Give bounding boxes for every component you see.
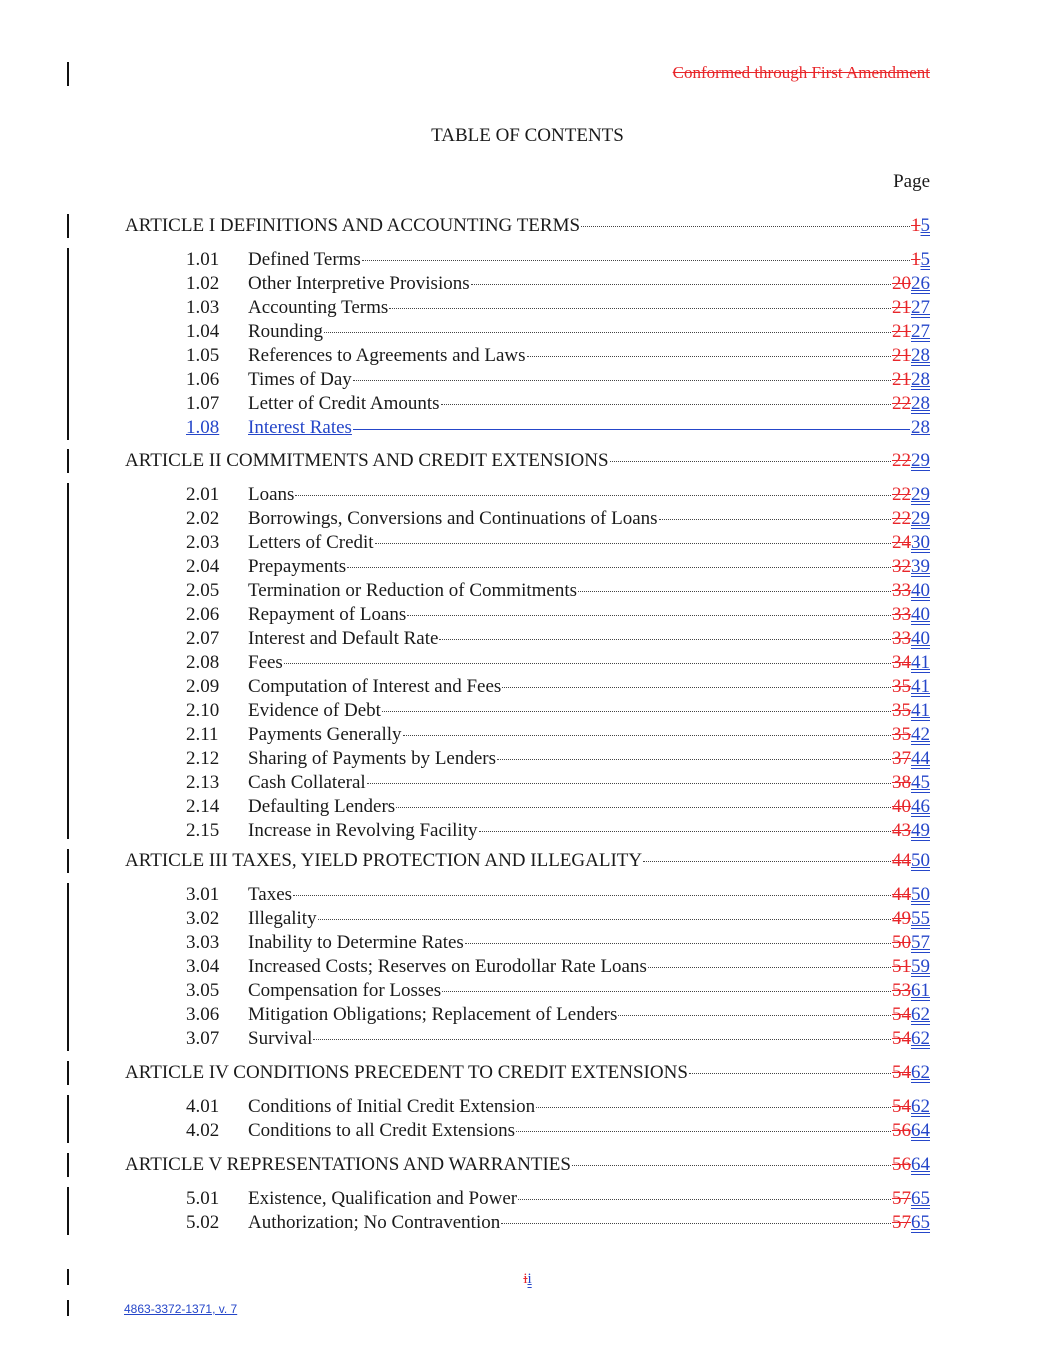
deleted-page-number: 1 — [911, 215, 921, 236]
section-number: 2.09 — [186, 676, 220, 697]
toc-section-entry[interactable] — [125, 507, 930, 531]
section-number: 2.14 — [186, 796, 220, 817]
entry-title: ARTICLE IV CONDITIONS PRECEDENT TO CREDIT EXTENSIONS — [125, 1062, 688, 1083]
page-ref — [892, 1119, 930, 1143]
page-title: TABLE OF CONTENTS — [431, 125, 624, 146]
page-ref — [911, 416, 930, 440]
entry-title: Defined Terms — [248, 249, 361, 270]
change-bar — [67, 849, 69, 873]
page-ref — [892, 1153, 930, 1177]
dot-leader — [516, 1131, 891, 1132]
inserted-page-number: 62 — [911, 1062, 930, 1083]
deleted-page-number: 35 — [892, 724, 911, 745]
toc-section-entry[interactable] — [125, 819, 930, 843]
section-number: 1.06 — [186, 369, 220, 390]
change-bar — [67, 1095, 69, 1143]
toc-section-entry[interactable] — [125, 555, 930, 579]
toc-section-entry[interactable] — [125, 531, 930, 555]
change-bar — [67, 483, 69, 839]
toc-section-entry[interactable] — [125, 675, 930, 699]
inserted-page-number: 44 — [911, 748, 930, 769]
entry-title: Repayment of Loans — [248, 604, 407, 625]
page-ref — [892, 603, 930, 627]
inserted-page-number: 62 — [911, 1028, 930, 1049]
page-ref — [892, 955, 930, 979]
page-ref — [911, 248, 930, 272]
section-number: 3.07 — [186, 1028, 220, 1049]
section-number: 1.05 — [186, 345, 220, 366]
entry-title: References to Agreements and Laws — [248, 345, 526, 366]
dot-leader — [471, 284, 891, 285]
page-ref — [892, 1003, 930, 1027]
page-ref — [892, 368, 930, 392]
entry-title: Cash Collateral — [248, 772, 366, 793]
inserted-page-number: 41 — [911, 700, 930, 721]
toc-section-entry[interactable] — [125, 344, 930, 368]
entry-title: Interest and Default Rate — [248, 628, 439, 649]
deleted-page-number: 53 — [892, 980, 911, 1001]
inserted-page-number: 62 — [911, 1004, 930, 1025]
deleted-page-number: 21 — [892, 369, 911, 390]
change-bar — [67, 248, 69, 440]
dot-leader — [648, 967, 891, 968]
toc-article-entry[interactable] — [125, 214, 930, 238]
section-number: 5.01 — [186, 1188, 220, 1209]
dot-leader — [367, 783, 891, 784]
page-ref — [892, 1095, 930, 1119]
toc-article-entry[interactable] — [125, 1153, 930, 1177]
inserted-page-number: 64 — [911, 1120, 930, 1141]
dot-leader — [527, 356, 891, 357]
entry-title: ARTICLE III TAXES, YIELD PROTECTION AND ILLEGALITY — [125, 850, 643, 871]
deleted-page-number: 1 — [911, 249, 921, 270]
page-ref — [892, 771, 930, 795]
page-ref — [892, 883, 930, 907]
inserted-page-number: 39 — [911, 556, 930, 577]
deleted-page-number: 33 — [892, 580, 911, 601]
entry-title: Termination or Reduction of Commitments — [248, 580, 578, 601]
page-ref — [892, 392, 930, 416]
inserted-page-number: 30 — [911, 532, 930, 553]
section-number: 4.02 — [186, 1120, 220, 1141]
inserted-page-number: 29 — [911, 450, 930, 471]
entry-title: Existence, Qualification and Power — [248, 1188, 518, 1209]
deleted-page-number: 35 — [892, 676, 911, 697]
dot-leader — [313, 1039, 891, 1040]
deleted-page-number: 44 — [892, 884, 911, 905]
inserted-page-number: 61 — [911, 980, 930, 1001]
entry-title: Evidence of Debt — [248, 700, 381, 721]
dot-leader — [465, 943, 891, 944]
dot-leader — [689, 1073, 891, 1074]
entry-title: Inability to Determine Rates — [248, 932, 464, 953]
deleted-page-number: 22 — [892, 393, 911, 414]
page-ref — [892, 1061, 930, 1085]
entry-title: Authorization; No Contravention — [248, 1212, 501, 1233]
section-number: 3.01 — [186, 884, 220, 905]
deleted-page-number: 43 — [892, 820, 911, 841]
section-number: 4.01 — [186, 1096, 220, 1117]
dot-leader — [318, 919, 891, 920]
section-number: 5.02 — [186, 1212, 220, 1233]
dot-leader — [347, 567, 891, 568]
inserted-page-number: 29 — [911, 484, 930, 505]
entry-title: Defaulting Lenders — [248, 796, 396, 817]
toc-article-entry[interactable] — [125, 449, 930, 473]
toc-section-entry[interactable] — [125, 1187, 930, 1211]
toc-section-entry[interactable] — [125, 320, 930, 344]
toc-section-entry[interactable] — [125, 1027, 930, 1051]
section-number: 1.07 — [186, 393, 220, 414]
entry-title: Conditions to all Credit Extensions — [248, 1120, 516, 1141]
inserted-page-number: 41 — [911, 676, 930, 697]
entry-title: Mitigation Obligations; Replacement of Lenders — [248, 1004, 618, 1025]
section-number: 2.08 — [186, 652, 220, 673]
change-bar — [67, 214, 69, 238]
section-number: 2.05 — [186, 580, 220, 601]
deleted-page-number: 21 — [892, 297, 911, 318]
dot-leader — [382, 711, 891, 712]
deleted-page-number: 21 — [892, 321, 911, 342]
page-ref — [892, 675, 930, 699]
toc-section-entry[interactable] — [125, 272, 930, 296]
entry-title: Letter of Credit Amounts — [248, 393, 440, 414]
entry-title: Rounding — [248, 321, 323, 342]
entry-title: Increased Costs; Reserves on Eurodollar Rate Loans — [248, 956, 647, 977]
page-ref — [892, 272, 930, 296]
dot-leader — [501, 1223, 891, 1224]
toc-section-entry[interactable] — [125, 651, 930, 675]
inserted-page-number: 42 — [911, 724, 930, 745]
dot-leader — [572, 1165, 891, 1166]
deleted-page-number: 22 — [892, 484, 911, 505]
toc-section-entry[interactable] — [125, 1095, 930, 1119]
section-number: 2.03 — [186, 532, 220, 553]
toc-section-entry[interactable] — [125, 483, 930, 507]
deleted-page-number: 22 — [892, 450, 911, 471]
section-number: 2.15 — [186, 820, 220, 841]
inserted-page-number: 28 — [911, 369, 930, 390]
section-number: 2.11 — [186, 724, 219, 745]
entry-title: Prepayments — [248, 556, 347, 577]
deleted-page-number: 51 — [892, 956, 911, 977]
section-number: 1.04 — [186, 321, 220, 342]
page-ref — [892, 795, 930, 819]
change-bar — [67, 883, 69, 1051]
deleted-page-number: 54 — [892, 1028, 911, 1049]
deleted-page-number: 33 — [892, 628, 911, 649]
inserted-page-number: 62 — [911, 1096, 930, 1117]
toc-section-entry[interactable] — [125, 747, 930, 771]
page-ref — [892, 344, 930, 368]
section-number: 3.05 — [186, 980, 220, 1001]
inserted-page-number: 45 — [911, 772, 930, 793]
dot-leader — [479, 831, 891, 832]
dot-leader — [536, 1107, 891, 1108]
inserted-page-number: 5 — [920, 249, 930, 270]
inserted-page-number: 40 — [911, 604, 930, 625]
page-ref — [892, 531, 930, 555]
dot-leader — [284, 663, 891, 664]
toc-section-entry[interactable] — [125, 699, 930, 723]
section-number: 3.02 — [186, 908, 220, 929]
dot-leader — [439, 639, 891, 640]
change-bar — [67, 449, 69, 473]
page-ref — [892, 651, 930, 675]
page-ref — [892, 699, 930, 723]
dot-leader — [396, 807, 891, 808]
inserted-page-number: 50 — [911, 884, 930, 905]
inserted-page-number: 41 — [911, 652, 930, 673]
toc-section-entry[interactable] — [125, 931, 930, 955]
deleted-page-number: 56 — [892, 1120, 911, 1141]
toc-section-entry[interactable] — [125, 979, 930, 1003]
entry-title: ARTICLE V REPRESENTATIONS AND WARRANTIES — [125, 1154, 571, 1175]
inserted-page-number: 28 — [911, 345, 930, 366]
dot-leader — [659, 519, 891, 520]
dot-leader — [403, 735, 891, 736]
dot-leader — [407, 615, 891, 616]
document-id[interactable]: 4863-3372-1371, v. 7 — [124, 1302, 238, 1316]
deleted-page-number: 54 — [892, 1062, 911, 1083]
entry-title: Conditions of Initial Credit Extension — [248, 1096, 536, 1117]
page-ref — [892, 627, 930, 651]
deleted-page-number: 20 — [892, 273, 911, 294]
section-number: 2.10 — [186, 700, 220, 721]
page-ref — [892, 747, 930, 771]
deleted-page-number: 57 — [892, 1188, 911, 1209]
dot-leader — [293, 895, 891, 896]
section-number: 3.06 — [186, 1004, 220, 1025]
toc-section-entry[interactable] — [125, 296, 930, 320]
inserted-page-number: 29 — [911, 508, 930, 529]
inserted-page-number: 49 — [911, 820, 930, 841]
deleted-page-number: 38 — [892, 772, 911, 793]
page-ref — [892, 1187, 930, 1211]
dot-leader — [375, 543, 891, 544]
dot-leader — [353, 380, 891, 381]
dot-leader — [643, 861, 891, 862]
inserted-page-number: 27 — [911, 297, 930, 318]
entry-title: Borrowings, Conversions and Continuations of Loans — [248, 508, 658, 529]
dot-leader — [578, 591, 891, 592]
inserted-page-number: 57 — [911, 932, 930, 953]
entry-title: Fees — [248, 652, 283, 673]
entry-title: Compensation for Losses — [248, 980, 442, 1001]
toc-section-entry[interactable] — [125, 579, 930, 603]
inserted-page-number: 59 — [911, 956, 930, 977]
entry-title: Accounting Terms — [248, 297, 389, 318]
deleted-page-number: 34 — [892, 652, 911, 673]
entry-title: Taxes — [248, 884, 293, 905]
deleted-page-number: 57 — [892, 1212, 911, 1233]
section-number: 2.07 — [186, 628, 220, 649]
page-ref — [892, 320, 930, 344]
page-number: ii — [523, 1271, 532, 1287]
toc-section-entry[interactable] — [125, 771, 930, 795]
inserted-page-number: 65 — [911, 1212, 930, 1233]
change-bar — [67, 1300, 69, 1316]
toc-section-entry[interactable] — [125, 723, 930, 747]
dot-leader — [610, 461, 891, 462]
entry-title: Interest Rates — [248, 417, 352, 438]
toc-section-entry[interactable] — [125, 603, 930, 627]
section-number: 1.08 — [186, 417, 220, 438]
page-ref — [892, 819, 930, 843]
deleted-page-number: 50 — [892, 932, 911, 953]
toc-article-entry[interactable] — [125, 849, 930, 873]
deleted-page-number: 54 — [892, 1004, 911, 1025]
dot-leader — [362, 260, 910, 261]
entry-title: Computation of Interest and Fees — [248, 676, 502, 697]
change-bar — [67, 62, 69, 86]
dot-leader — [497, 759, 891, 760]
entry-title: ARTICLE I DEFINITIONS AND ACCOUNTING TERMS — [125, 215, 581, 236]
entry-title: Other Interpretive Provisions — [248, 273, 470, 294]
inserted-page-number: 5 — [920, 215, 930, 236]
page-ref — [911, 214, 930, 238]
dot-leader — [518, 1199, 891, 1200]
page-ref — [892, 555, 930, 579]
deleted-page-number: 44 — [892, 850, 911, 871]
page-ref — [892, 849, 930, 873]
toc-section-entry[interactable] — [125, 416, 930, 440]
entry-title: Loans — [248, 484, 295, 505]
inserted-page-number: 27 — [911, 321, 930, 342]
dot-leader — [618, 1015, 891, 1016]
page-ref — [892, 1211, 930, 1235]
toc-section-entry[interactable] — [125, 1211, 930, 1235]
entry-title: Increase in Revolving Facility — [248, 820, 478, 841]
change-bar — [67, 1153, 69, 1177]
inserted-page-number: 28 — [911, 393, 930, 414]
entry-title: Times of Day — [248, 369, 352, 390]
section-number: 3.04 — [186, 956, 220, 977]
toc-section-entry[interactable] — [125, 248, 930, 272]
page-ref — [892, 1027, 930, 1051]
dot-leader — [295, 495, 891, 496]
conformed-header: Conformed through First Amendment — [672, 63, 930, 82]
page-ref — [892, 296, 930, 320]
toc-section-entry[interactable] — [125, 955, 930, 979]
page-ref — [892, 931, 930, 955]
entry-title: Survival — [248, 1028, 313, 1049]
deleted-page-number: 49 — [892, 908, 911, 929]
toc-section-entry[interactable] — [125, 795, 930, 819]
entry-title: ARTICLE II COMMITMENTS AND CREDIT EXTENSIONS — [125, 450, 609, 471]
dot-leader — [502, 687, 891, 688]
page-ref — [892, 449, 930, 473]
change-bar — [67, 1187, 69, 1235]
toc-section-entry[interactable] — [125, 1119, 930, 1143]
change-bar — [67, 1061, 69, 1085]
toc-section-entry[interactable] — [125, 392, 930, 416]
inserted-page-number: 64 — [911, 1154, 930, 1175]
deleted-page-number: 24 — [892, 532, 911, 553]
entry-title: Payments Generally — [248, 724, 402, 745]
section-number: 3.03 — [186, 932, 220, 953]
deleted-page-number: 22 — [892, 508, 911, 529]
inserted-page-number: 40 — [911, 580, 930, 601]
deleted-page-number: 54 — [892, 1096, 911, 1117]
section-number: 2.01 — [186, 484, 220, 505]
deleted-page-number: 33 — [892, 604, 911, 625]
deleted-page-number: 35 — [892, 700, 911, 721]
section-number: 2.06 — [186, 604, 220, 625]
page-ref — [892, 907, 930, 931]
inserted-page-number: 26 — [911, 273, 930, 294]
toc-article-entry[interactable] — [125, 1061, 930, 1085]
deleted-page-number: 56 — [892, 1154, 911, 1175]
page-ref — [892, 979, 930, 1003]
dot-leader — [353, 429, 910, 430]
toc-section-entry[interactable] — [125, 368, 930, 392]
toc-section-entry[interactable] — [125, 627, 930, 651]
inserted-page-number: 65 — [911, 1188, 930, 1209]
page-ref — [892, 483, 930, 507]
deleted-page-number: 37 — [892, 748, 911, 769]
page-column-header: Page — [893, 171, 930, 192]
inserted-page-number: 28 — [911, 417, 930, 438]
inserted-page-number: 46 — [911, 796, 930, 817]
section-number: 1.01 — [186, 249, 220, 270]
section-number: 1.02 — [186, 273, 220, 294]
deleted-page-number: 32 — [892, 556, 911, 577]
dot-leader — [581, 226, 910, 227]
entry-title: Sharing of Payments by Lenders — [248, 748, 497, 769]
dot-leader — [324, 332, 891, 333]
page-ref — [892, 579, 930, 603]
dot-leader — [441, 404, 891, 405]
section-number: 1.03 — [186, 297, 220, 318]
section-number: 2.13 — [186, 772, 220, 793]
inserted-page-number: 55 — [911, 908, 930, 929]
toc-section-entry[interactable] — [125, 907, 930, 931]
toc-section-entry[interactable] — [125, 883, 930, 907]
deleted-page-number: 21 — [892, 345, 911, 366]
deleted-page-number: 40 — [892, 796, 911, 817]
section-number: 2.12 — [186, 748, 220, 769]
page-ref — [892, 507, 930, 531]
inserted-page-number: 50 — [911, 850, 930, 871]
dot-leader — [389, 308, 891, 309]
dot-leader — [442, 991, 891, 992]
toc-section-entry[interactable] — [125, 1003, 930, 1027]
section-number: 2.04 — [186, 556, 220, 577]
inserted-page-number: 40 — [911, 628, 930, 649]
section-number: 2.02 — [186, 508, 220, 529]
entry-title: Letters of Credit — [248, 532, 374, 553]
entry-title: Illegality — [248, 908, 317, 929]
page-ref — [892, 723, 930, 747]
